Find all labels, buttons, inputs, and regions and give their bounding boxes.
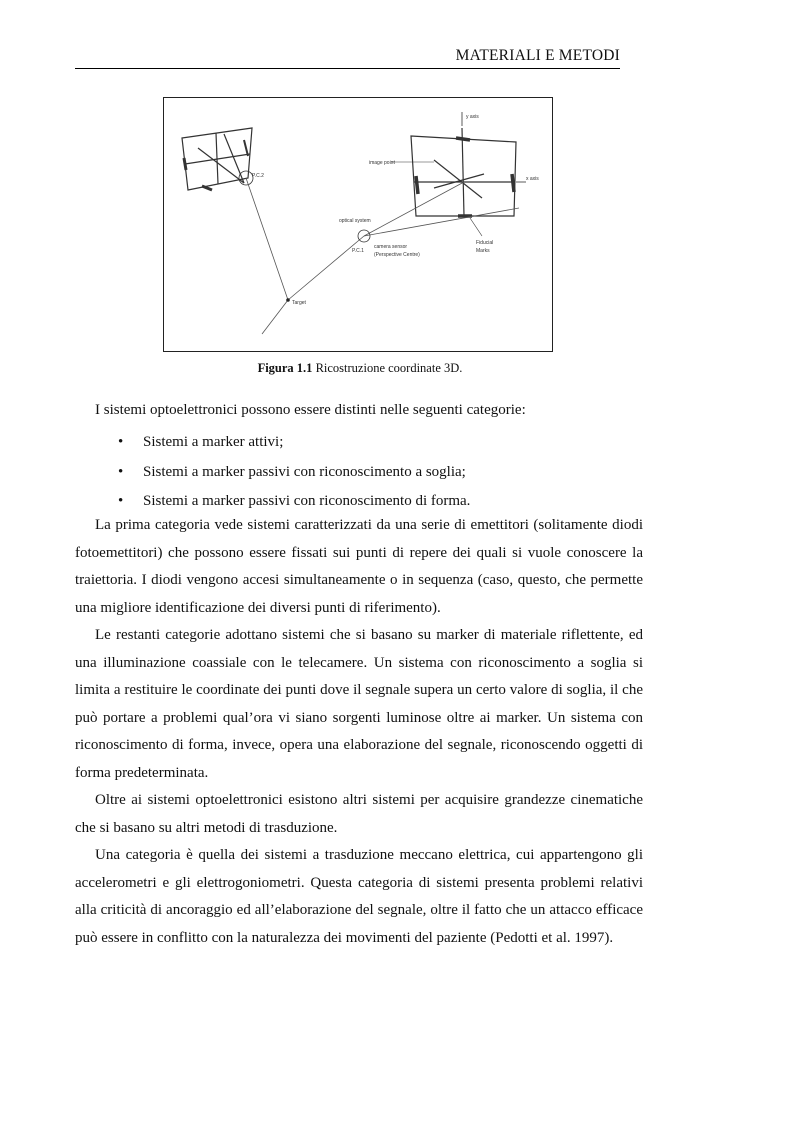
caption-label: Figura 1.1 <box>257 361 313 375</box>
right-camera-frame <box>411 128 516 216</box>
label-x-axis: x axis <box>526 176 539 182</box>
label-pc2: P.C.2 <box>252 173 264 179</box>
list-item: • Sistemi a marker passivi con riconoscimento di forma. <box>118 487 470 517</box>
body-text <box>75 512 643 952</box>
figure-3d-reconstruction <box>163 97 553 352</box>
label-y-axis: y axis <box>466 114 479 120</box>
diagram-camera-geometry <box>164 98 554 353</box>
label-target: Target <box>292 300 306 306</box>
left-camera-frame <box>182 128 252 190</box>
running-header: MATERIALI E METODI <box>455 47 620 64</box>
paragraph-passive-markers: Le restanti categorie adottano sistemi che si basano su marker di materiale riflettente, ed una illuminazione coassiale con le telecamere. Un sistema con riconoscimento a soglia si limita a restituire le coordinate dei punti dove il segnale supera un certo valore di soglia, il che può portare a problemi qual’ora vi siano sorgenti luminose oltre ai marker. Un sistema con riconoscimento di forma, invece, opera una elaborazione del segnale, riconoscendo oggetti di forma predeterminata. <box>75 627 643 781</box>
label-optical-system: optical system <box>339 218 371 224</box>
label-fiducial-marks-1: Fiducial <box>476 240 494 246</box>
header-rule <box>75 68 620 69</box>
paragraph-other-systems: Oltre ai sistemi optoelettronici esistono altri sistemi per acquisire grandezze cinematiche che si basano su altri metodi di trasduzione. <box>75 792 643 836</box>
label-perspective-centre: (Perspective Centre) <box>374 252 420 258</box>
label-fiducial-marks-2: Marks <box>476 248 490 254</box>
figure-caption <box>75 361 645 376</box>
list-item: • Sistemi a marker attivi; <box>118 428 470 458</box>
category-list <box>118 428 470 517</box>
paragraph-active-markers: La prima categoria vede sistemi caratterizzati da una serie di emettitori (solitamente diodi fotoemettitori) che possono essere fissati sui punti di repere dei quali si vuole conoscere la traiettoria. I diodi vengono accesi simultaneamente o in sequenza (caso, questo, che permette una migliore identificazione dei diversi punti di riferimento). <box>75 517 643 616</box>
paragraph-electromechanical: Una categoria è quella dei sistemi a trasduzione meccano elettrica, cui appartengono gli accelerometri e gli elettrogoniometri. Questa categoria di sistemi presenta problemi relativi alla criticità di ancoraggio ed all’elaborazione del segnale, oltre il fatto che un attacco efficace può essere in conflitto con la naturalezza dei movimenti del paziente (Pedotti et al. 1997). <box>75 847 643 946</box>
label-camera-sensor: camera sensor <box>374 244 408 250</box>
label-image-point: image point <box>369 160 395 166</box>
target-point <box>286 298 290 302</box>
intro-sentence: I sistemi optoelettronici possono essere distinti nelle seguenti categorie: <box>95 402 526 418</box>
label-pc1: P.C.1 <box>352 248 364 254</box>
list-item: • Sistemi a marker passivi con riconoscimento a soglia; <box>118 458 470 488</box>
caption-text: Ricostruzione coordinate 3D. <box>312 361 463 375</box>
